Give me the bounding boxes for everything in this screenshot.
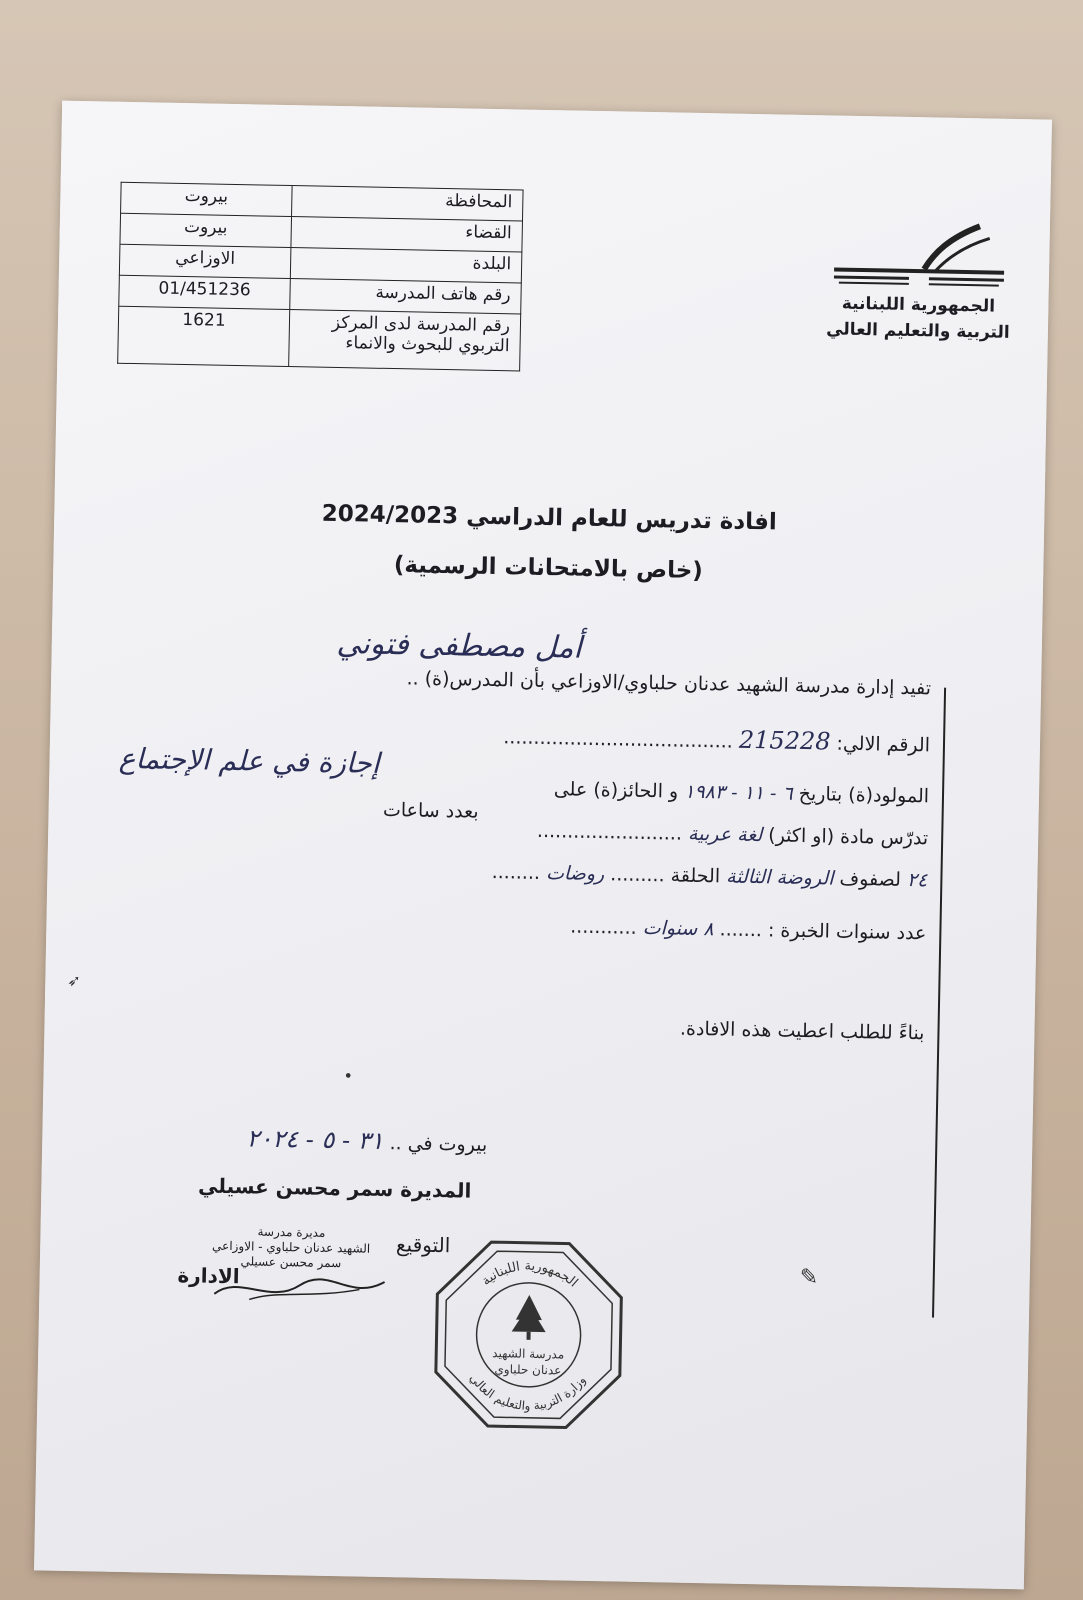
classes-label: لصفوف bbox=[839, 867, 902, 891]
margin-rule bbox=[932, 688, 946, 1318]
ministry-logo bbox=[817, 215, 1020, 369]
issue-date: ٣١ - ٥ - ٢٠٢٤ bbox=[246, 1124, 384, 1155]
birth-label: المولود(ة) بتاريخ bbox=[798, 782, 930, 808]
classes-value: الروضة الثالثة bbox=[725, 865, 834, 890]
table-label: المحافظة bbox=[292, 186, 524, 221]
table-label: البلدة bbox=[290, 248, 522, 283]
stamp-inner-line2: عدنان حلباوي bbox=[494, 1362, 562, 1378]
hours-value: ٢٤ bbox=[906, 868, 928, 892]
document-sheet bbox=[34, 101, 1052, 1590]
degree-label: و الحائز(ة) على bbox=[553, 778, 679, 803]
small-stamp-line: الشهيد عدنان حلباوي - الاوزاعي bbox=[211, 1238, 371, 1256]
intro-text: تفيد إدارة مدرسة الشهيد عدنان حلباوي/الاوزاعي بأن المدرس(ة) bbox=[424, 667, 932, 700]
stamp-outer-bottom: وزارة التربية والتعليم العالي bbox=[467, 1371, 589, 1413]
table-value: الاوزاعي bbox=[119, 244, 291, 278]
body-line-2: الرقم الالي: 215228 ...................................... bbox=[503, 725, 931, 757]
cedar-icon bbox=[512, 1294, 547, 1340]
body-line-3 bbox=[554, 778, 930, 807]
stamp-inner-line1: مدرسة الشهيد bbox=[492, 1346, 565, 1362]
official-stamp bbox=[432, 1238, 626, 1432]
experience-label: عدد سنوات الخبرة : bbox=[767, 919, 927, 945]
svg-text:الجمهورية اللبنانية bbox=[479, 1258, 581, 1291]
cycle-label: الحلقة bbox=[670, 864, 721, 888]
stray-mark: • bbox=[343, 1066, 354, 1086]
school-info-table bbox=[117, 182, 523, 372]
body-line-4: تدرّس مادة (او اكثر) لغة عربية ........................ bbox=[536, 819, 929, 850]
open-book-icon bbox=[829, 215, 1010, 288]
table-value: بيروت bbox=[121, 182, 293, 216]
document-title: افادة تدريس للعام الدراسي 2024/2023 bbox=[321, 500, 778, 536]
handwritten-signature bbox=[209, 1269, 390, 1312]
stamp-outer-top: الجمهورية اللبنانية bbox=[479, 1258, 581, 1291]
closing-text: بناءً للطلب اعطيت هذه الافادة. bbox=[679, 1017, 925, 1045]
table-value: 01/451236 bbox=[119, 275, 291, 309]
seal-label: الادارة bbox=[177, 1263, 240, 1289]
table-label: رقم المدرسة لدى المركز التربوي للبحوث والانماء bbox=[289, 310, 521, 371]
table-label: رقم هاتف المدرسة bbox=[290, 279, 522, 314]
body-line-1: تفيد إدارة مدرسة الشهيد عدنان حلباوي/الاوزاعي بأن المدرس(ة) .. bbox=[406, 667, 932, 700]
small-stamp-line: سمر محسن عسيلي bbox=[240, 1254, 342, 1271]
table-row bbox=[118, 306, 521, 371]
stray-mark: ➶ bbox=[67, 970, 81, 991]
small-stamp-line: مديرة مدرسة bbox=[257, 1224, 326, 1240]
degree-value: إجازة في علم الإجتماع bbox=[118, 741, 380, 780]
table-value: 1621 bbox=[118, 306, 290, 366]
teacher-name: أمل مصطفى فتوني bbox=[336, 626, 583, 666]
registry-number: 215228 bbox=[738, 725, 831, 756]
table-value: بيروت bbox=[120, 213, 292, 247]
cycle-value: روضات bbox=[545, 862, 605, 886]
birth-date: ٦ - ١١ - ١٩٨٣ bbox=[684, 780, 793, 805]
place-label: بيروت في bbox=[407, 1132, 488, 1156]
subject-label: تدرّس مادة (او اكثر) bbox=[768, 824, 929, 850]
body-line-6: عدد سنوات الخبرة : ....... ٨ سنوات ........... bbox=[570, 915, 927, 945]
table-label: القضاء bbox=[291, 217, 523, 252]
body-line-5: ٢٤ لصفوف الروضة الثالثة الحلقة ......... روضات ........ bbox=[491, 861, 928, 892]
ministry-label: التربية والتعليم العالي bbox=[826, 319, 1010, 343]
stray-mark: ✎ bbox=[799, 1265, 819, 1291]
registry-label: الرقم الالي: bbox=[836, 732, 931, 757]
signature-label: التوقيع bbox=[395, 1232, 451, 1258]
experience-value: ٨ سنوات bbox=[642, 916, 714, 941]
director-name: المديرة سمر محسن عسيلي bbox=[197, 1173, 472, 1203]
director-small-stamp bbox=[212, 1224, 371, 1272]
document-subtitle: (خاص بالامتحانات الرسمية) bbox=[393, 552, 704, 585]
republic-label: الجمهورية اللبنانية bbox=[841, 293, 996, 317]
hours-label: بعدد ساعات bbox=[382, 798, 479, 823]
subject-value: لغة عربية bbox=[687, 822, 763, 847]
date-line: بيروت في .. ٣١ - ٥ - ٢٠٢٤ bbox=[246, 1124, 488, 1156]
